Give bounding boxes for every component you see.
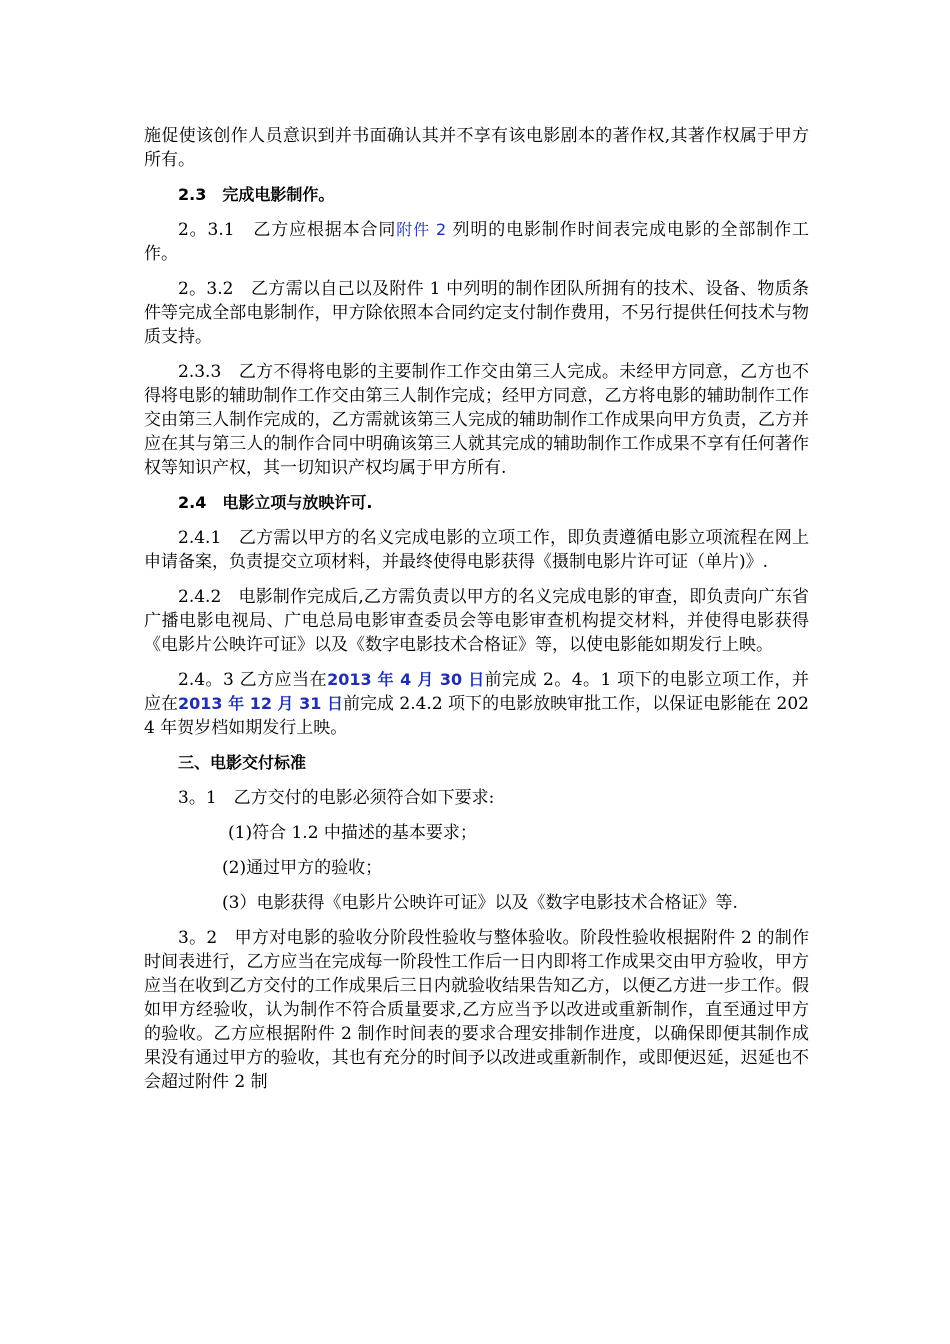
- requirement-item-1: (1)符合 1.2 中描述的基本要求；: [228, 823, 477, 843]
- paragraph-3-2: 3。2 甲方对电影的验收分阶段性验收与整体验收。阶段性验收根据附件 2 的制作时间表进行，乙方应当在完成每一阶段性工作后一日内即将工作成果交由甲方验收，甲方应当在收到乙方交付的工作成果后三日内就验收结果告知乙方，以便乙方进一步工作。假如甲方经验收，认为制作不符合质量要求,乙方应当予以改进或重新制作，直至通过甲方的验收。乙方应根据附件 2 制作时间表的要求合理安排制作进度，以确保即便其制作成果没有通过甲方的验收，其也有充分的时间予以改进或重新制作，或即便迟延，迟延也不会超过附件 2 制: [144, 928, 809, 1092]
- requirement-item-3: (3）电影获得《电影片公映许可证》以及《数字电影技术合格证》等.: [222, 893, 738, 913]
- section-heading-2-4: 2.4 电影立项与放映许可.: [178, 493, 373, 512]
- paragraph-2-4-2: 2.4.2 电影制作完成后,乙方需负责以甲方的名义完成电影的审查，即负责向广东省广播电影电视局、广电总局电影审查委员会等电影审查机构提交材料，并使得电影获得《电影片公映许可证》以及《数字电影技术合格证》等，以使电影能如期发行上映。: [144, 587, 809, 655]
- paragraph-2-4-3: [144, 668, 809, 740]
- annex-2-reference: 附件 2: [396, 220, 447, 239]
- deadline-date-2: 2013 年 12 月 31 日: [178, 694, 343, 713]
- deadline-date-1: 2013 年 4 月 30 日: [327, 670, 485, 689]
- paragraph-3-1: 3。1 乙方交付的电影必须符合如下要求:: [178, 788, 495, 808]
- paragraph-2-4-3-part2: 前完成 2。4。1 项下的电影立项工作，并应在: [144, 670, 809, 714]
- requirement-item-2: (2)通过甲方的验收；: [222, 858, 383, 878]
- document-body: [144, 124, 809, 1105]
- paragraph-2-4-3-part1: 2.4。3 乙方应当在: [178, 670, 328, 690]
- paragraph-2-3-1-text-after: 列明的电影制作时间表完成电影的全部制作工作。: [144, 220, 809, 264]
- paragraph-2-3-2: 2。3.2 乙方需以自己以及附件 1 中列明的制作团队所拥有的技术、设备、物质条件等完成全部电影制作，甲方除依照本合同约定支付制作费用，不另行提供任何技术与物质支持。: [144, 279, 809, 347]
- paragraph-2-3-3: 2.3.3 乙方不得将电影的主要制作工作交由第三人完成。未经甲方同意，乙方也不得将电影的辅助制作工作交由第三人制作完成；经甲方同意，乙方将电影的辅助制作工作交由第三人制作完成的，乙方需就该第三人完成的辅助制作工作成果向甲方负责，乙方并应在其与第三人的制作合同中明确该第三人就其完成的辅助制作工作成果不享有任何著作权等知识产权，其一切知识产权均属于甲方所有.: [144, 362, 809, 478]
- paragraph-intro: 施促使该创作人员意识到并书面确认其并不享有该电影剧本的著作权,其著作权属于甲方所有。: [144, 126, 809, 170]
- section-heading-2-3: 2.3 完成电影制作。: [178, 185, 335, 204]
- paragraph-2-3-1-text-before: 2。3.1 乙方应根据本合同: [178, 220, 397, 240]
- section-heading-3: 三、电影交付标准: [178, 753, 307, 772]
- paragraph-2-3-1: [144, 218, 809, 266]
- paragraph-2-4-3-part3: 前完成 2.4.2 项下的电影放映审批工作，以保证电影能在 2024 年贺岁档如期发行上映。: [144, 694, 809, 738]
- paragraph-2-4-1: 2.4.1 乙方需以甲方的名义完成电影的立项工作，即负责遵循电影立项流程在网上申请备案，负责提交立项材料，并最终使得电影获得《摄制电影片许可证（单片)》.: [144, 528, 809, 572]
